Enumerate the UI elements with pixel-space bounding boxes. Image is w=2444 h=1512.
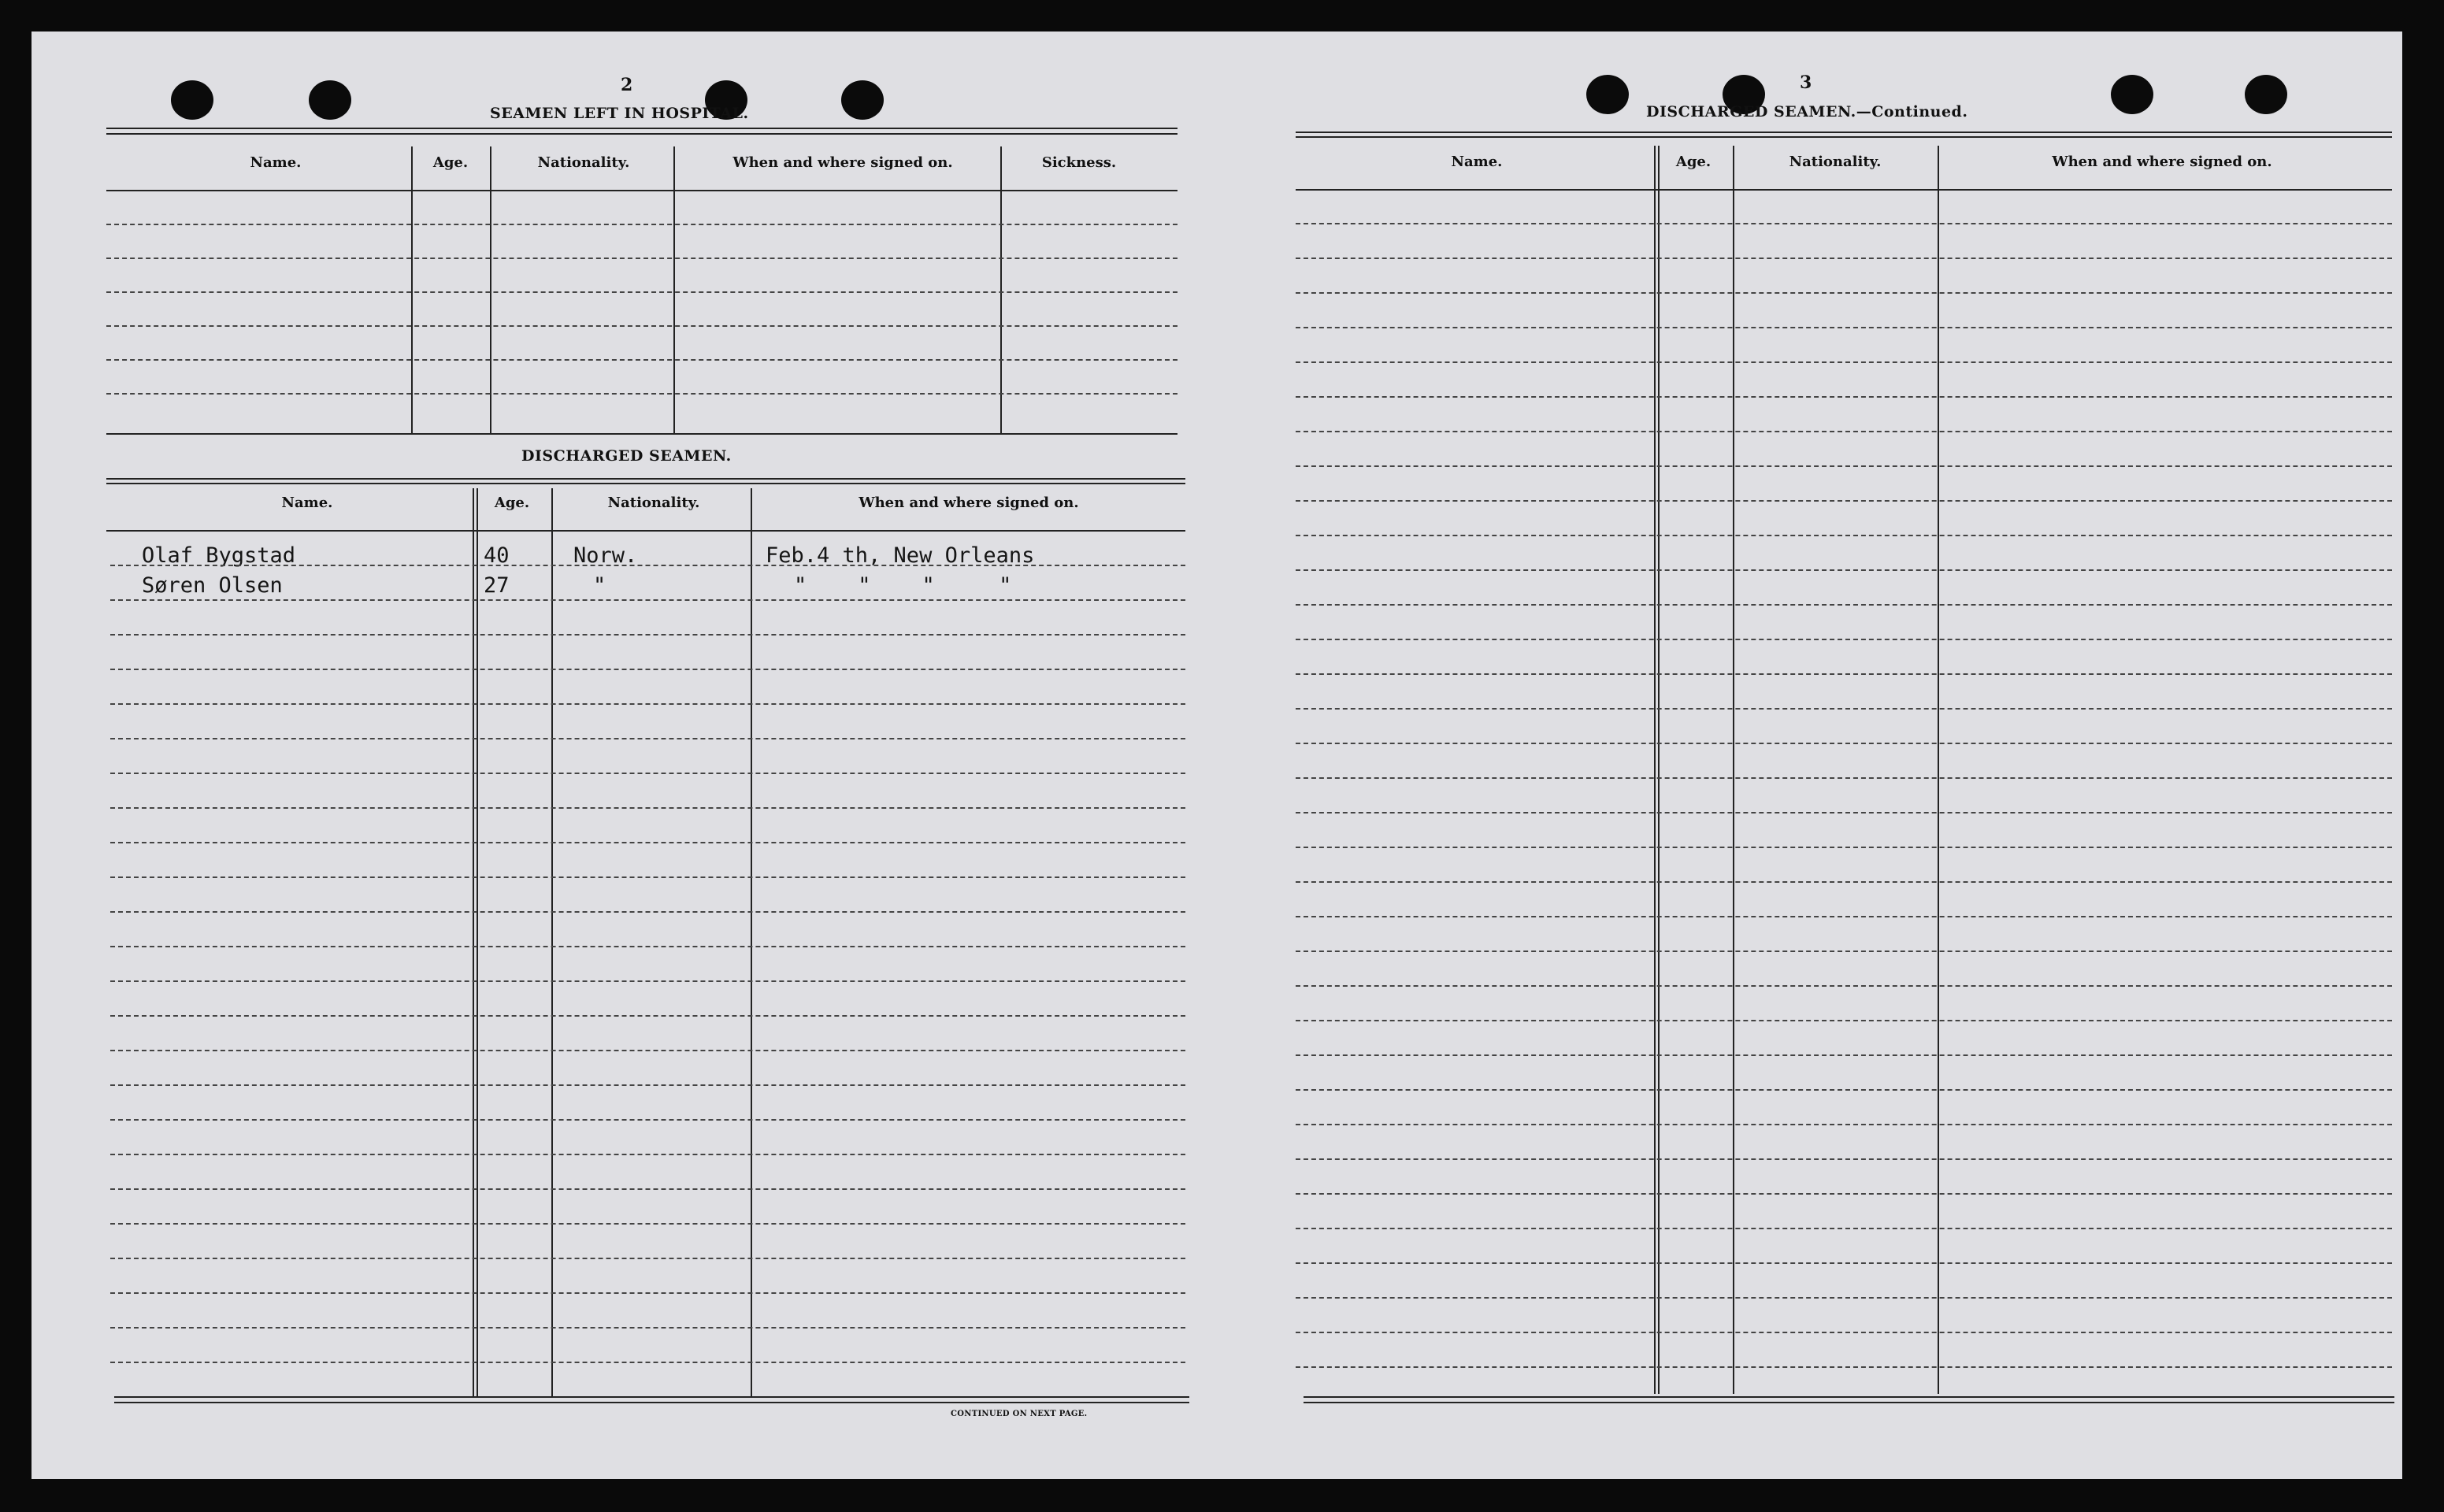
punch-hole	[171, 80, 213, 120]
header-signed-on: When and where signed on.	[2052, 154, 2272, 170]
header-nationality: Nationality.	[607, 495, 700, 511]
seaman-age: 40	[484, 543, 510, 568]
header-signed-on: When and where signed on.	[732, 154, 953, 171]
page-number: 3	[1800, 72, 1812, 93]
seaman-nationality: "	[593, 573, 606, 598]
right-page	[1233, 32, 2402, 1479]
header-sickness: Sickness.	[1041, 154, 1117, 171]
discharged-continued-title: DISCHARGED SEAMEN.—Continued.	[1646, 103, 1968, 120]
page-number: 2	[621, 75, 633, 95]
header-age: Age.	[432, 154, 469, 171]
header-nationality: Nationality.	[1789, 154, 1882, 170]
hospital-section-title: SEAMEN LEFT IN HOSPITAL.	[490, 105, 749, 122]
seaman-signed-on: Feb.4 th, New Orleans	[766, 543, 1035, 568]
header-name: Name.	[1451, 154, 1503, 170]
seaman-name: Søren Olsen	[142, 573, 283, 598]
seaman-age: 27	[484, 573, 510, 598]
punch-hole	[2245, 75, 2287, 114]
seaman-name: Olaf Bygstad	[142, 543, 296, 568]
header-nationality: Nationality.	[537, 154, 630, 171]
punch-hole	[841, 80, 884, 120]
header-name: Name.	[250, 154, 302, 171]
left-page	[32, 32, 1233, 1479]
seaman-signed-on: " " " "	[794, 573, 1012, 598]
punch-hole	[1586, 75, 1629, 114]
discharged-section-title: DISCHARGED SEAMEN.	[521, 447, 732, 465]
header-signed-on: When and where signed on.	[859, 495, 1079, 511]
continued-note: CONTINUED ON NEXT PAGE.	[951, 1410, 1088, 1418]
header-age: Age.	[1675, 154, 1712, 170]
punch-hole	[2111, 75, 2153, 114]
punch-hole	[309, 80, 351, 120]
header-age: Age.	[494, 495, 530, 511]
header-name: Name.	[281, 495, 333, 511]
seaman-nationality: Norw.	[573, 543, 638, 568]
